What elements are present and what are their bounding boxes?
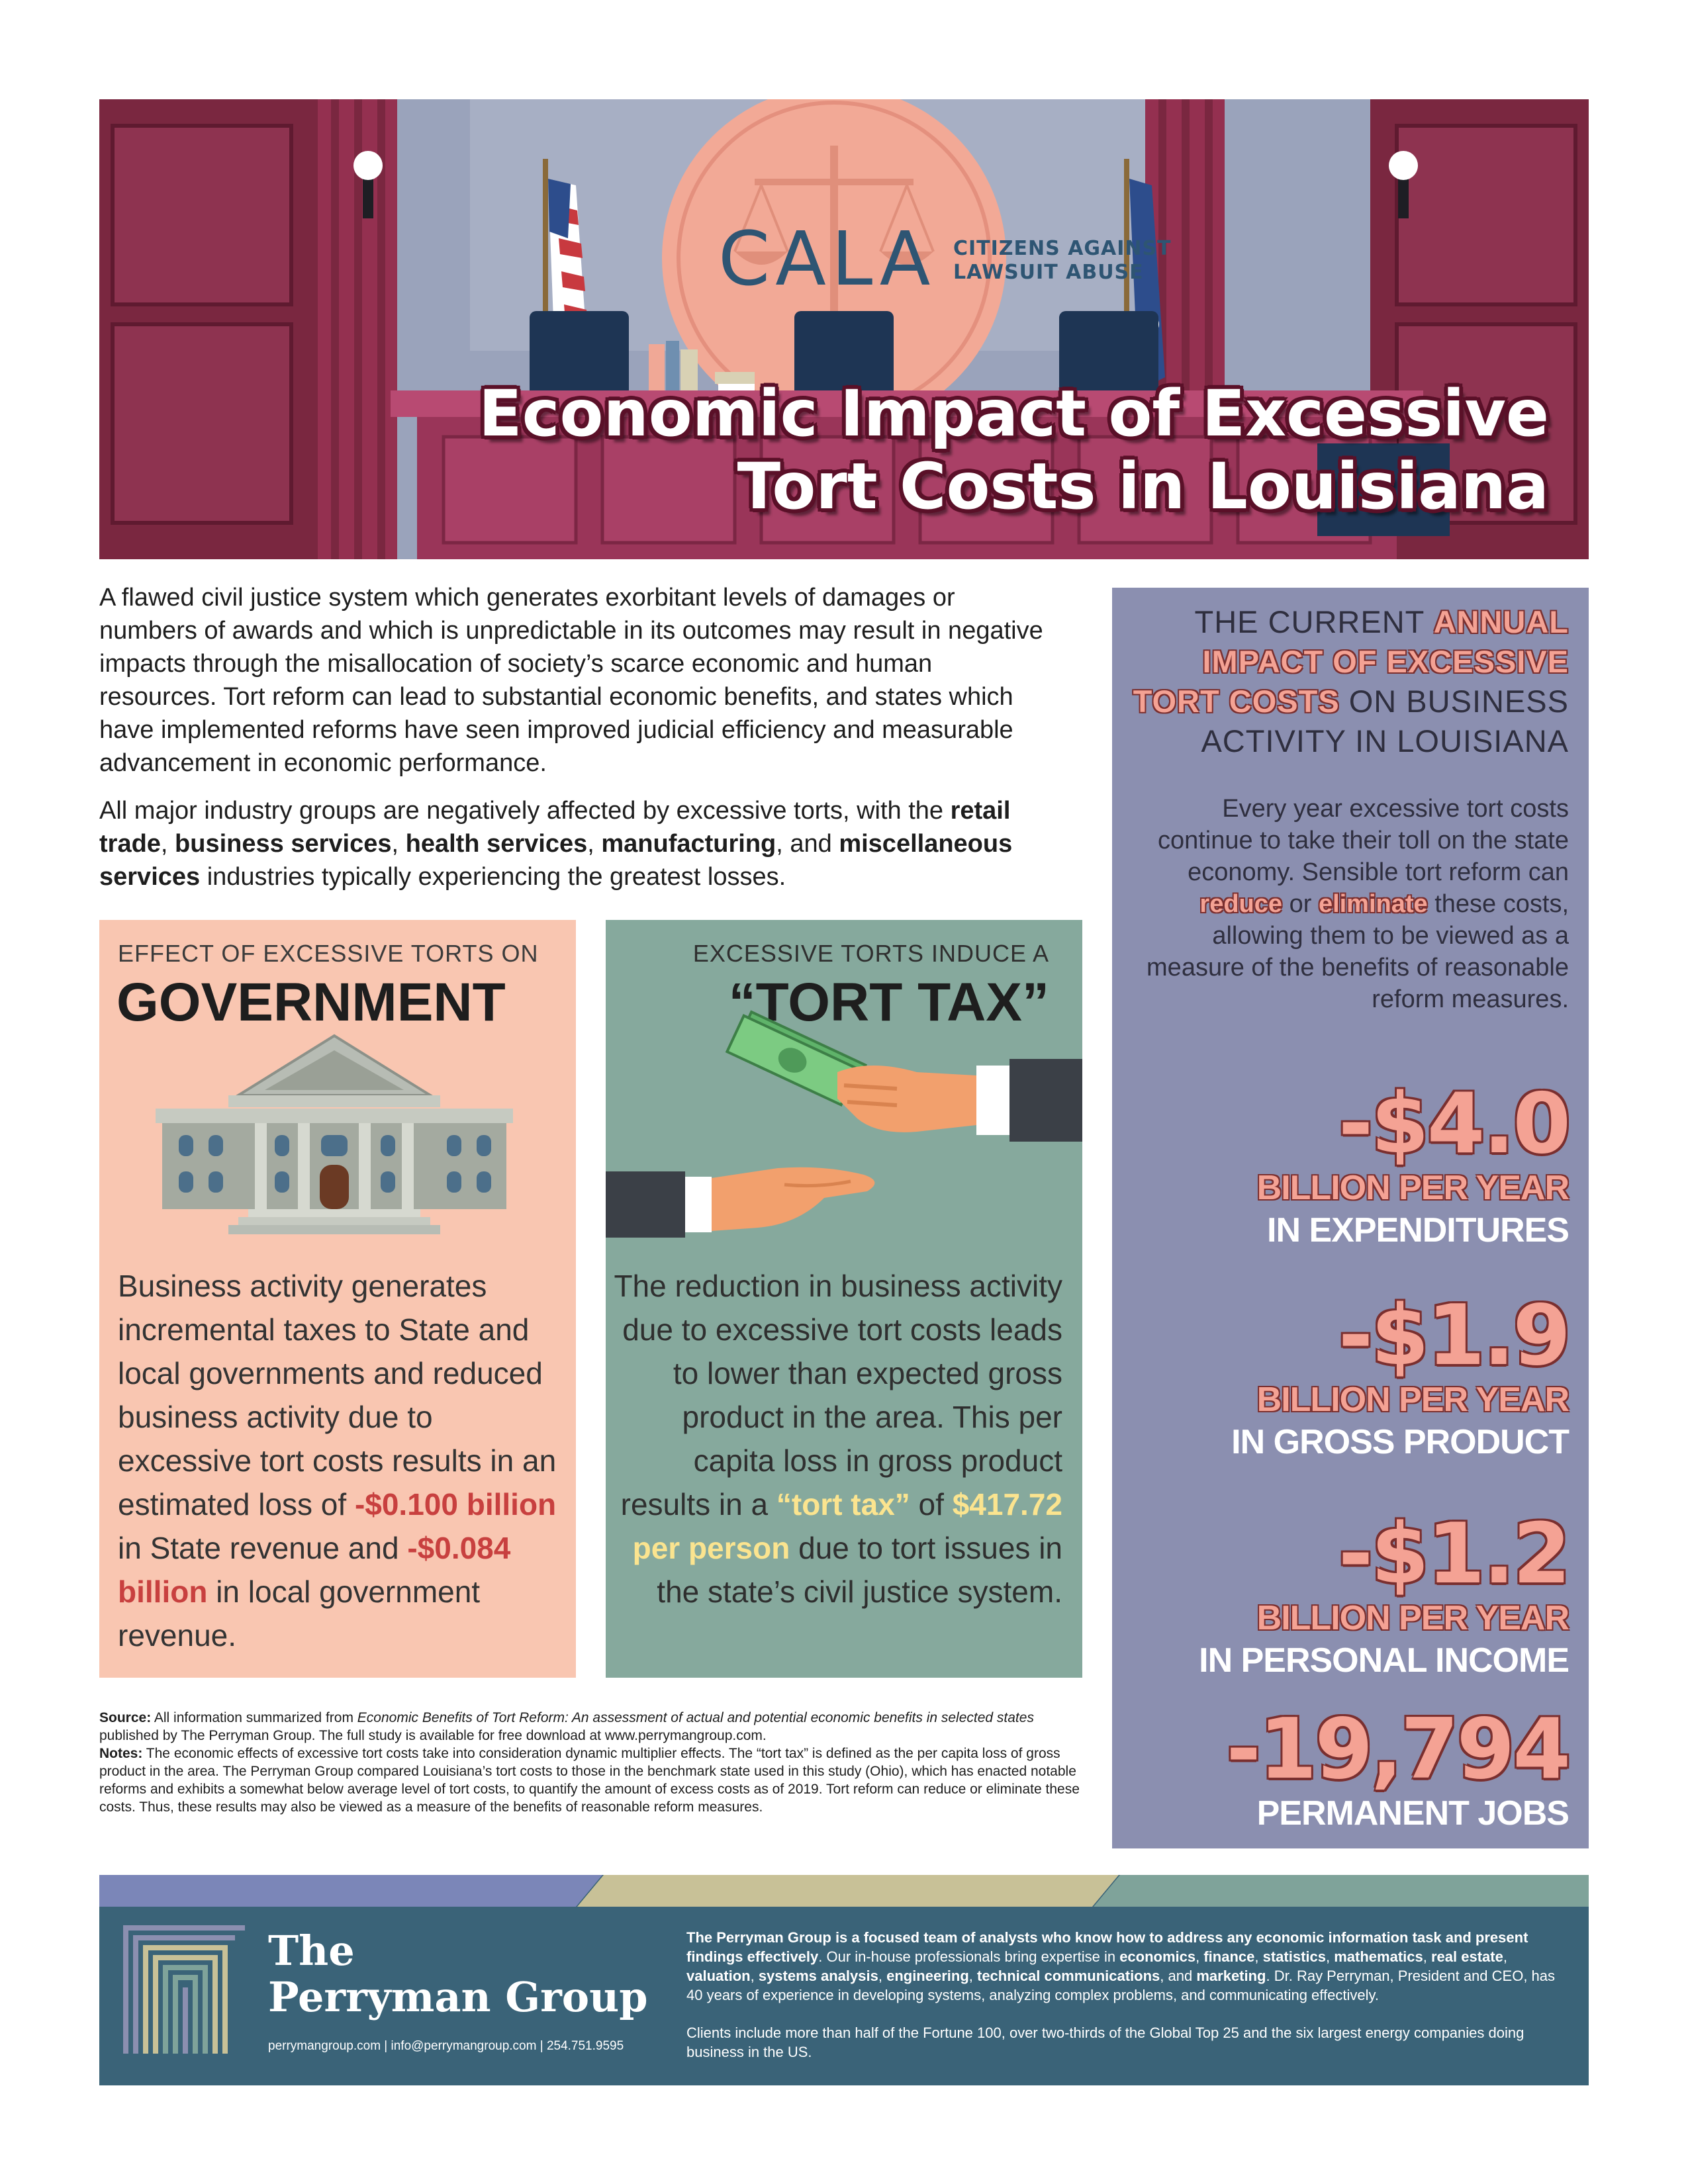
- header-banner: [99, 99, 1589, 559]
- local-revenue-loss: -$0.084 billion: [118, 1531, 511, 1609]
- industry-retail: retail trade: [99, 797, 1011, 858]
- cala-org-name: [953, 237, 1172, 285]
- name-line-1: The: [268, 1927, 355, 1975]
- industry-misc: miscellaneous services: [99, 830, 1013, 891]
- stat-label: PERMANENT JOBS: [1256, 1794, 1569, 1833]
- stat-label: IN EXPENDITURES: [1267, 1211, 1569, 1250]
- perryman-contact: perrymangroup.com | info@perrymangroup.com | 254.751.9595: [268, 2039, 624, 2053]
- perryman-group-name: [268, 1928, 648, 2021]
- notes-line: Notes: The economic effects of excessive tort costs take into consideration dynamic multiplier effects. The “tort tax” is defined as the per capita loss of gross product in the area. The Perryman Group compared Louisiana’s tort costs to those in the benchmark state used in this study (Ohio), which has enacted notable reforms and exhibits a somewhat below average level of tort costs, to quantify the amount of excess costs as of 2019. Tort reform can reduce or eliminate these costs. Thus, these results may also be viewed as a measure of the benefits of reasonable reform measures.: [99, 1746, 1080, 1815]
- intro-paragraph-1: A flawed civil justice system which generates exorbitant levels of damages or numbers of awards and which is unpredictable in its outcomes may result in negative impacts through the misallocation of society’s scarce economic and human resources. Tort reform can lead to substantial economic benefits, and states which have implemented reforms have seen improved judicial efficiency and measurable advancement in economic performance.: [99, 584, 1043, 777]
- heading-highlight-tort-costs: TORT COSTS: [1133, 684, 1340, 719]
- money-handoff-icon: [606, 999, 1082, 1251]
- tort-tax-title: “TORT TAX”: [728, 972, 1049, 1032]
- source-notes: [99, 1709, 1086, 1816]
- title-line-1: Economic Impact of Excessive: [479, 377, 1549, 451]
- intro-paragraph-2: All major industry groups are negatively affected by excessive torts, with the retail trade, business services, health services, manufacturing, and miscellaneous services industries typically experiencing the greatest losses.: [99, 797, 1013, 891]
- highlight-reduce: reduce: [1199, 890, 1283, 918]
- state-revenue-loss: -$0.100 billion: [354, 1487, 557, 1522]
- study-title: Economic Benefits of Tort Reform: An assessment of actual and potential economic benefits in selected states: [357, 1710, 1034, 1725]
- clients-paragraph: Clients include more than half of the Fortune 100, over two-thirds of the Global Top 25 and the six largest energy companies doing business in the US.: [686, 2025, 1524, 2060]
- stat-value: -19,794: [1226, 1700, 1569, 1797]
- stat-label: IN PERSONAL INCOME: [1199, 1641, 1569, 1680]
- tort-tax-text: The reduction in business activity due to excessive tort costs leads to lower than expected gross product in the area. This per capita loss in gross product results in a “tort tax” of $417.72 per person due to tort issues in the state’s civil justice system.: [614, 1269, 1062, 1609]
- page-title: [479, 377, 1549, 523]
- org-line-1: CITIZENS AGAINST: [953, 237, 1172, 260]
- stat-unit: BILLION PER YEAR: [1256, 1599, 1569, 1637]
- tort-tax-box: [606, 920, 1082, 1678]
- industry-manufacturing: manufacturing: [601, 830, 776, 858]
- stat-unit: BILLION PER YEAR: [1256, 1381, 1569, 1419]
- tort-tax-kicker: EXCESSIVE TORTS INDUCE A: [692, 940, 1049, 967]
- stat-value: -$1.9: [1338, 1287, 1569, 1384]
- stat-value: -$1.2: [1338, 1505, 1569, 1602]
- stat-value: -$4.0: [1338, 1075, 1569, 1172]
- government-building-icon: [156, 1009, 513, 1238]
- stat-expenditures: [1119, 1075, 1569, 1251]
- stat-gross-product: [1119, 1287, 1569, 1463]
- highlight-eliminate: eliminate: [1318, 890, 1428, 918]
- title-line-2: Tort Costs in Louisiana: [737, 449, 1549, 523]
- name-line-2: Perryman Group: [268, 1973, 648, 2021]
- stat-unit: BILLION PER YEAR: [1256, 1169, 1569, 1207]
- impact-panel: [1112, 588, 1589, 1848]
- heading-highlight-impact: IMPACT OF EXCESSIVE: [1202, 644, 1569, 679]
- description-paragraph: The Perryman Group is a focused team of analysts who know how to address any economic information task and present findings effectively. Our in-house professionals bring expertise in economics, finance, statistics, mathematics, real estate, valuation, systems analysis, engineering, technical communications, and marketing. Dr. Ray Perryman, President and CEO, has 40 years of experience in developing systems, analyzing complex problems, and communicating effectively.: [686, 1929, 1556, 2003]
- industry-health: health services: [405, 830, 588, 858]
- footer: [99, 1875, 1589, 2085]
- stat-label: IN GROSS PRODUCT: [1231, 1423, 1569, 1461]
- government-text: Business activity generates incremental taxes to State and local governments and reduced business activity due to excessive tort costs results in an estimated loss of -$0.100 billion in State revenue and -$0.084 billion in local government revenue.: [118, 1269, 557, 1653]
- org-line-2: LAWSUIT ABUSE: [953, 261, 1144, 284]
- perryman-description: [686, 1928, 1560, 2080]
- government-title: GOVERNMENT: [117, 972, 506, 1032]
- stat-permanent-jobs: [1119, 1700, 1569, 1835]
- heading-highlight-annual: ANNUAL: [1433, 604, 1569, 639]
- government-kicker: EFFECT OF EXCESSIVE TORTS ON: [118, 940, 539, 967]
- tort-tax-phrase: “tort tax”: [776, 1487, 910, 1522]
- impact-heading: THE CURRENT ANNUAL IMPACT OF EXCESSIVE TORT COSTS ON BUSINESS ACTIVITY IN LOUISIANA: [1133, 604, 1569, 758]
- impact-body: Every year excessive tort costs continue to take their toll on the state economy. Sensible tort reform can reduce or eliminate these costs, allowing them to be viewed as a measure of the benefits of reasonable reform measures.: [1147, 795, 1569, 1013]
- government-box: [99, 920, 576, 1678]
- intro-section: [99, 581, 1053, 908]
- tort-tax-per-person: $417.72 per person: [632, 1487, 1062, 1565]
- source-line: Source: All information summarized from Economic Benefits of Tort Reform: An assessment of actual and potential economic benefits in selected states published by The Perryman Group. The full study is available for free download at www.perrymangroup.com.: [99, 1710, 1034, 1743]
- stat-personal-income: [1119, 1505, 1569, 1682]
- industry-business: business services: [175, 830, 392, 858]
- cala-logo: CALA: [718, 216, 936, 302]
- perryman-logo-icon: [119, 1921, 252, 2067]
